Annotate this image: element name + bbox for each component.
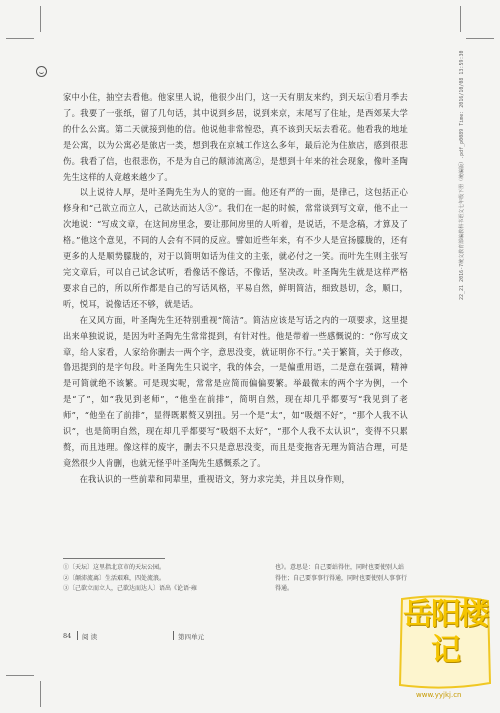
footnotes-left: [63, 563, 263, 595]
print-slug: 22_21 2016-7统文教育部编教科书语文七年级下册（统编版）.pdf_p0089 Time: 2016/10/08 13:59:30: [459, 50, 465, 300]
crop-mark: [6, 675, 34, 676]
watermark-logo: [396, 593, 494, 705]
paragraph: 在我认识的一些前辈和同辈里，重视语文，努力求完美，并且以身作则，: [79, 473, 350, 484]
watermark-url: www.yyjkj.cn: [416, 691, 462, 699]
footnote: ①〔天坛〕这里指北京市的天坛公园。: [63, 564, 166, 571]
crop-mark: [40, 681, 41, 707]
footnote-divider: [63, 558, 165, 559]
paragraph: 家中小住，抽空去看他。他家里人说，他很少出门，这一天有朋友来约，到天坛①看月季去了。我要了一张纸，留了几句话，其中说到乡居，说到来京，末尾写了住址，是西郊某大学的什么公寓。第二天就接到他的信。他说他非常惶恐，真不该到天坛去看花。他看我的地址是公寓，以为公寓必是旅店一类，想到我在京城工作这么多年，最后沦为住旅店，感到很悲伤。我看了信，也很悲伤，不是为自己的颠沛流离②，是想到十年来的社会现象，像叶圣陶先生这样的人竟越来越少了。: [63, 92, 408, 182]
paragraph: 在又风方面，叶圣陶先生还特别重视“简洁”。简洁应该是写话之内的一项要求，这里提出来单独说说，是因为叶圣陶先生常常提到，有针对性。他是带着一些感慨说的：“你写成文章，给人家看，人家给你删去一两个字，意思没变，就证明你不行。”关于繁简，关于修改，鲁迅提到的是字句段。叶圣陶先生只说字，我的体会，一是偏重用语，二是意在强调，精神是可简就绝不该繁。可是现实呢，常常是应简而偏偏要繁。举最微末的两个字为例，一个是“了”，如“我见到老师”，“他坐在前排”，简明自然，现在却几乎都要写“我见到了老师”，“他坐在了前排”，显得既累赘又别扭。另一个是“太”，如“吸烟不好”，“那个人我不认识”，也是简明自然，现在却几乎都要写“吸烟不太好”，“那个人我不太认识”，变得不只累赘，而且违理。像这样的废字，删去不只是意思没变，而且是变拖沓无理为简洁合理，可是竟然很少人肯删，也就无怪乎叶圣陶先生感慨系之了。: [63, 314, 408, 468]
footnote: ②〔颠沛流离〕生活艰难，四处流浪。: [63, 574, 166, 582]
paragraph: 以上说待人厚，是叶圣陶先生为人的宽的一面。他还有严的一面，是律己，这包括正心修身和“己欲立而立人，己欲达而达人③”。我们在一起的时候，常常谈到写文章，他不止一次地说：“写成文章，在这间房里念，要让那间房里的人听着，是说话，不是念稿，才算及了格。”他这个意见，不同的人会有不同的反应。譬如近些年来，有不少人是宣扬朦胧的，还有更多的人是顺势朦胧的，对于以简明如话为佳文的主张，就必付之一笑。而叶先生则主张写完文章后，可以自己试念试听，看像话不像话，不像话，坚决改。叶圣陶先生就是这样严格要求自己的，所以所作都是自己的写话风格，平易自然，鲜明简洁，细致恳切，念，顺口，听，悦耳，说像话还不够，就是话。: [63, 187, 408, 309]
section-label: 阅 读: [82, 633, 98, 641]
crop-mark: [460, 6, 461, 32]
crop-mark: [40, 6, 41, 32]
article-body: [63, 90, 408, 488]
crop-mark: [6, 38, 34, 39]
page-number: 84: [63, 632, 72, 640]
footnote: ③〔己欲立而立人，己欲达而达人〕语出《论语·雍: [63, 585, 197, 592]
smiley-icon: [36, 66, 47, 77]
unit-label: 第四单元: [178, 633, 204, 641]
crop-mark: [466, 38, 494, 39]
footnotes-right: [275, 563, 407, 595]
watermark-text: 岳阳楼记: [403, 597, 487, 668]
footer-divider: [173, 631, 174, 640]
footnote-continuation: 也》。意思是：自己要站得住，同时也要使别人站得住；自己要事事行得通，同时也要使别人事事行得通。: [275, 564, 408, 592]
footer-divider: [77, 631, 78, 640]
